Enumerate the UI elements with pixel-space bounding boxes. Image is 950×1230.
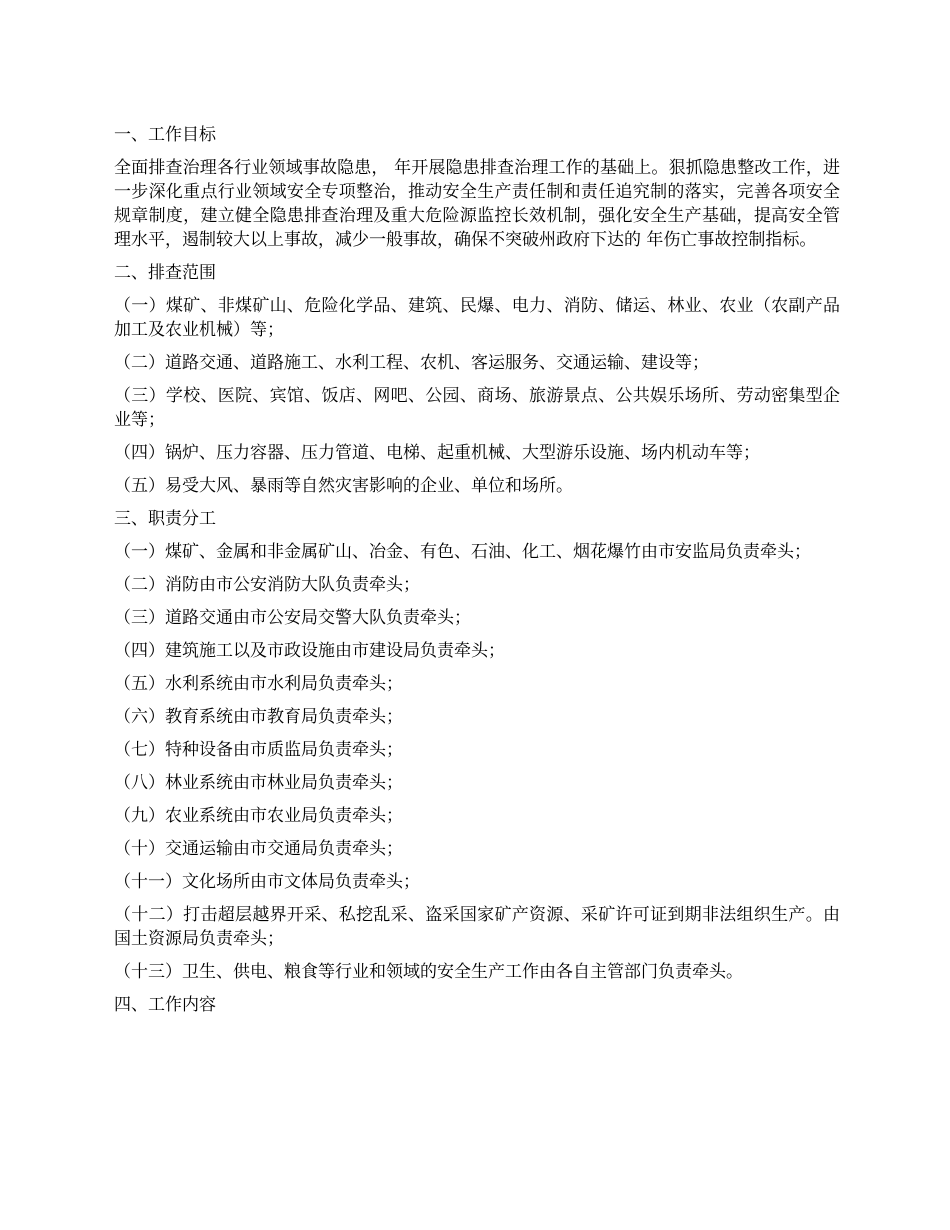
section-heading-goals: 一、工作目标: [114, 125, 216, 145]
duty-item-10: （十）交通运输由市交通局负责牵头；: [114, 839, 403, 859]
scope-item-5: （五）易受大风、暴雨等自然灾害影响的企业、单位和场所。: [114, 476, 573, 496]
duty-item-13: （十三）卫生、供电、粮食等行业和领域的安全生产工作由各自主管部门负责牵头。: [114, 962, 743, 982]
duty-item-1: （一）煤矿、金属和非金属矿山、冶金、有色、石油、化工、烟花爆竹由市安监局负责牵头；: [114, 542, 811, 562]
section-heading-scope: 二、排查范围: [114, 263, 216, 283]
duty-item-6: （六）教育系统由市教育局负责牵头；: [114, 707, 403, 727]
scope-item-3: （三）学校、医院、宾馆、饭店、网吧、公园、商场、旅游景点、公共娱乐场所、劳动密集型企业等；: [114, 386, 840, 430]
scope-item-1: （一）煤矿、非煤矿山、危险化学品、建筑、民爆、电力、消防、储运、林业、农业（农副产品加工及农业机械）等；: [114, 296, 840, 340]
duty-item-11: （十一）文化场所由市文体局负责牵头；: [114, 872, 420, 892]
duty-item-5: （五）水利系统由市水利局负责牵头；: [114, 674, 403, 694]
duty-item-12: （十二）打击超层越界开采、私挖乱采、盗采国家矿产资源、采矿许可证到期非法组织生产。由国土资源局负责牵头；: [114, 905, 840, 949]
document-body: [114, 123, 840, 1026]
scope-item-4: （四）锅炉、压力容器、压力管道、电梯、起重机械、大型游乐设施、场内机动车等；: [114, 443, 760, 463]
section-heading-duties: 三、职责分工: [114, 509, 216, 529]
scope-item-2: （二）道路交通、道路施工、水利工程、农机、客运服务、交通运输、建设等；: [114, 353, 709, 373]
duty-item-4: （四）建筑施工以及市政设施由市建设局负责牵头；: [114, 641, 505, 661]
duty-item-2: （二）消防由市公安消防大队负责牵头；: [114, 575, 420, 595]
duty-item-7: （七）特种设备由市质监局负责牵头；: [114, 740, 403, 760]
section-heading-work-content: 四、工作内容: [114, 995, 216, 1015]
duty-item-9: （九）农业系统由市农业局负责牵头；: [114, 806, 403, 826]
paragraph-goals-text: 全面排查治理各行业领域事故隐患， 年开展隐患排查治理工作的基础上。狠抓隐患整改工作，进一步深化重点行业领域安全专项整治，推动安全生产责任制和责任追究制的落实，完善各项安全规章制度，建立健全隐患排查治理及重大危险源监控长效机制，强化安全生产基础，提高安全管理水平，遏制较大以上事故，减少一般事故，确保不突破州政府下达的 年伤亡事故控制指标。: [114, 158, 840, 250]
duty-item-8: （八）林业系统由市林业局负责牵头；: [114, 773, 403, 793]
duty-item-3: （三）道路交通由市公安局交警大队负责牵头；: [114, 608, 471, 628]
